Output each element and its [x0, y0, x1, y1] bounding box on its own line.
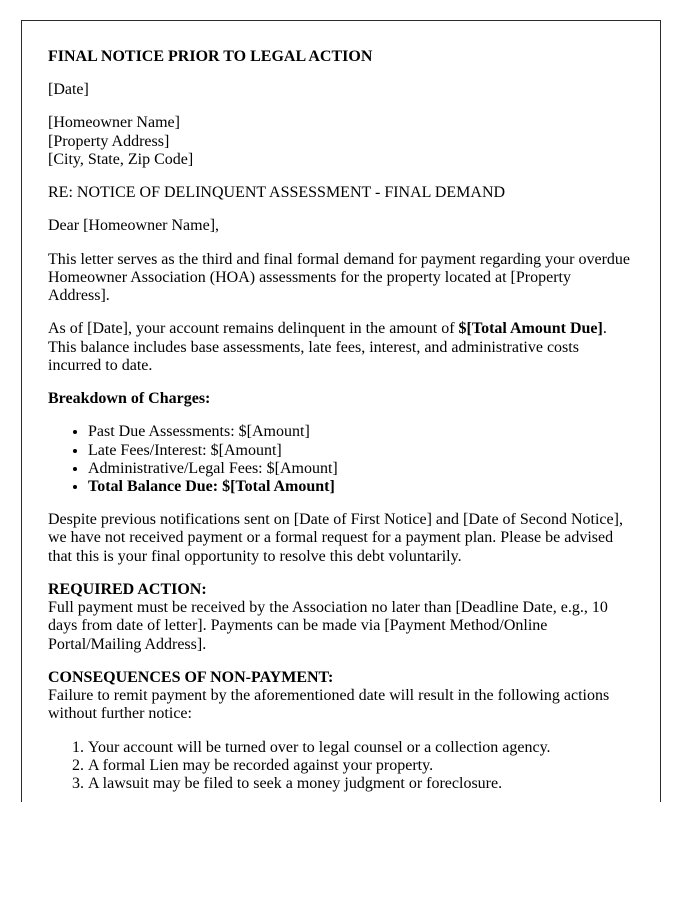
previous-notices-paragraph: Despite previous notifications sent on [Date of First Notice] and [Date of Second Notice], we have not received payment or a formal request for a payment plan. Please be advised that this is your final opportunity to resolve this debt voluntarily.	[48, 511, 623, 565]
delinquency-text-after: . This balance includes base assessments, late fees, interest, and administrative costs incurred to date.	[48, 320, 607, 374]
recipient-block	[48, 114, 634, 169]
delinquency-paragraph	[48, 320, 634, 375]
recipient-city-state-zip: [City, State, Zip Code]	[48, 150, 194, 168]
consequences-paragraph	[48, 669, 634, 724]
required-action-paragraph	[48, 581, 634, 654]
required-action-body: Full payment must be received by the Association no later than [Deadline Date, e.g., 10 days from date of letter]. Payments can be made via [Payment Method/Online Portal/Mailing Address].	[48, 599, 608, 653]
salutation: Dear [Homeowner Name],	[48, 217, 220, 235]
breakdown-list	[48, 423, 634, 496]
breakdown-item-total: • Total Balance Due: $[Total Amount]	[88, 478, 634, 496]
breakdown-heading: Breakdown of Charges:	[48, 390, 211, 408]
consequence-item-collection: 1. Your account will be turned over to legal counsel or a collection agency.	[88, 739, 634, 757]
subject-line: RE: NOTICE OF DELINQUENT ASSESSMENT - FINAL DEMAND	[48, 184, 506, 202]
delinquency-text-before: As of [Date], your account remains delinquent in the amount of	[48, 320, 459, 338]
recipient-address: [Property Address]	[48, 132, 170, 150]
breakdown-item-admin-fees: • Administrative/Legal Fees: $[Amount]	[88, 460, 634, 478]
letter-container	[21, 20, 661, 802]
consequences-body: Failure to remit payment by the aforementioned date will result in the following actions without further notice:	[48, 687, 610, 723]
recipient-name: [Homeowner Name]	[48, 114, 180, 132]
total-amount-due: $[Total Amount Due]	[458, 320, 603, 338]
required-action-heading: REQUIRED ACTION:	[48, 580, 207, 598]
consequences-list	[48, 739, 634, 794]
letter-title: FINAL NOTICE PRIOR TO LEGAL ACTION	[48, 48, 373, 65]
consequences-heading: CONSEQUENCES OF NON-PAYMENT:	[48, 668, 334, 686]
date-line: [Date]	[48, 81, 89, 99]
intro-paragraph: This letter serves as the third and final formal demand for payment regarding your overdue Homeowner Association (HOA) assessments for the property located at [Property Address].	[48, 250, 631, 305]
breakdown-item-past-due: • Past Due Assessments: $[Amount]	[88, 423, 634, 441]
breakdown-item-late-fees: • Late Fees/Interest: $[Amount]	[88, 442, 634, 460]
consequence-item-lien: 2. A formal Lien may be recorded against your property.	[88, 757, 634, 775]
consequence-item-lawsuit: 3. A lawsuit may be filed to seek a money judgment or foreclosure.	[88, 775, 634, 793]
